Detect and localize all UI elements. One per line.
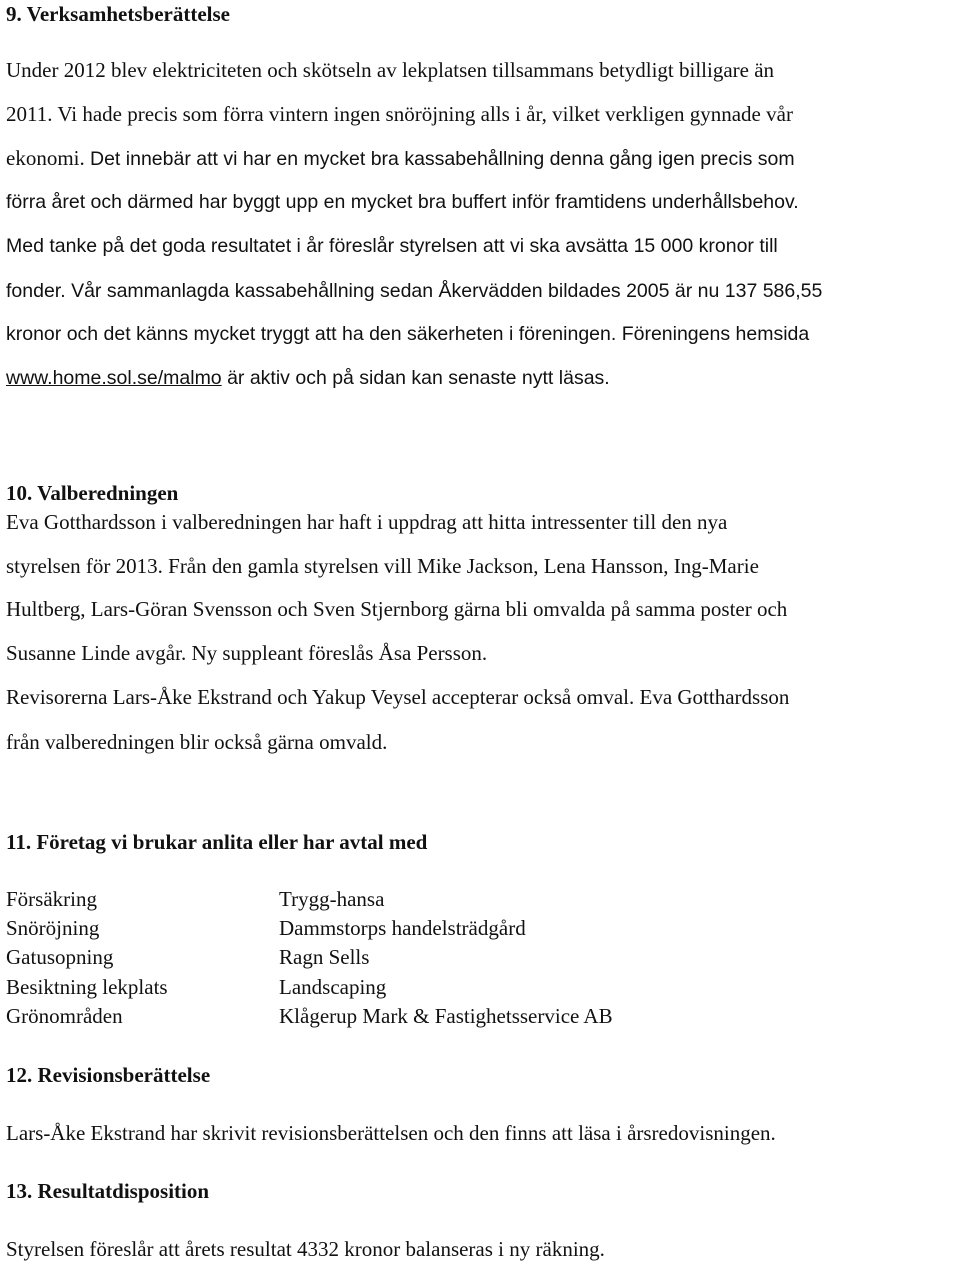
section-10-line-6: från valberedningen blir också gärna omvald. [6, 730, 388, 754]
section-10-line-2: styrelsen för 2013. Från den gamla styrelsen vill Mike Jackson, Lena Hansson, Ing-Marie [6, 554, 759, 578]
section-12-line-1: Lars-Åke Ekstrand har skrivit revisionsberättelsen och den finns att läsa i årsredovisningen. [6, 1121, 776, 1145]
section-9-line-5: Med tanke på det goda resultatet i år föreslår styrelsen att vi ska avsätta 15 000 kronor till [6, 235, 778, 257]
section-9-line-4: förra året och därmed har byggt upp en mycket bra buffert inför framtidens underhållsbehov. [6, 191, 799, 213]
section-9-line-3-sans: Det innebär att vi har en mycket bra kassabehållning denna gång igen precis som [90, 148, 795, 170]
section-9-line-3 [6, 145, 795, 172]
section-10-line-5: Revisorerna Lars-Åke Ekstrand och Yakup Veysel accepterar också omval. Eva Gotthardsson [6, 685, 790, 709]
section-13-heading: 13. Resultatdisposition [6, 1179, 210, 1203]
company-cell: Klågerup Mark & Fastighetsservice AB [279, 1004, 613, 1028]
company-cell: Trygg-hansa [279, 887, 385, 911]
section-10-line-3: Hultberg, Lars-Göran Svensson och Sven Stjernborg gärna bli omvalda på samma poster och [6, 597, 788, 621]
section-9-line-6-sans: Vår sammanlagda kassabehållning sedan Åkervädden bildades 2005 är nu 137 586,55 [71, 280, 823, 302]
service-cell: Gatusopning [6, 945, 114, 969]
section-9-line-2: 2011. Vi hade precis som förra vintern ingen snöröjning alls i år, vilket verkligen gynnade vår [6, 102, 793, 126]
company-cell: Landscaping [279, 975, 387, 999]
section-10-line-1: Eva Gotthardsson i valberedningen har haft i uppdrag att hitta intressenter till den nya [6, 510, 728, 534]
service-cell: Försäkring [6, 887, 97, 911]
section-9-line-3-serif: ekonomi. [6, 146, 90, 170]
section-12-heading: 12. Revisionsberättelse [6, 1063, 211, 1087]
section-10-heading: 10. Valberedningen [6, 481, 179, 505]
section-11-heading: 11. Företag vi brukar anlita eller har avtal med [6, 830, 428, 854]
section-9-line-8 [6, 365, 610, 391]
section-9-line-8-rest: är aktiv och på sidan kan senaste nytt läsas. [221, 367, 610, 389]
section-9-line-6 [6, 277, 822, 304]
company-cell: Dammstorps handelsträdgård [279, 916, 526, 940]
homepage-link[interactable]: www.home.sol.se/malmo [6, 367, 222, 389]
section-9-line-6-serif: fonder. [6, 280, 72, 302]
service-cell: Grönområden [6, 1004, 123, 1028]
section-13-line-1: Styrelsen föreslår att årets resultat 4332 kronor balanseras i ny räkning. [6, 1237, 605, 1261]
section-9-line-1: Under 2012 blev elektriciteten och skötseln av lekplatsen tillsammans betydligt billigare än [6, 58, 775, 82]
service-cell: Besiktning lekplats [6, 975, 168, 999]
section-10-line-4: Susanne Linde avgår. Ny suppleant föreslås Åsa Persson. [6, 641, 488, 665]
service-cell: Snöröjning [6, 916, 100, 940]
section-9-line-7: kronor och det känns mycket tryggt att ha den säkerheten i föreningen. Föreningens hemsida [6, 323, 810, 345]
section-9-heading: 9. Verksamhetsberättelse [6, 2, 230, 26]
company-cell: Ragn Sells [279, 945, 370, 969]
